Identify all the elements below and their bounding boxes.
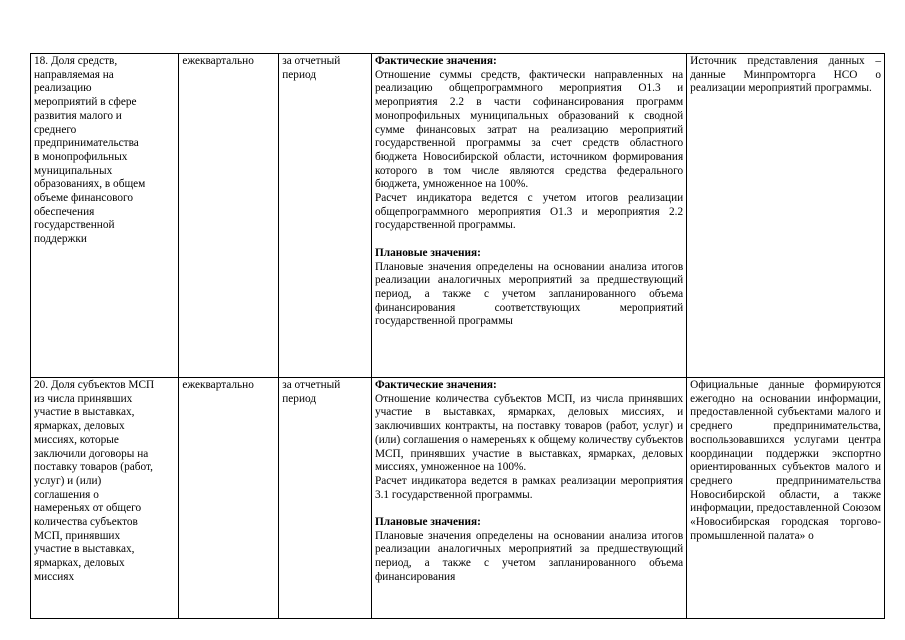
frequency-cell: ежеквартально <box>179 54 279 378</box>
source-cell: Источник представления данных – данные Минпромторга НСО о реализации мероприятий программы. <box>687 54 885 378</box>
actual-values-heading: Фактические значения: <box>374 379 497 391</box>
frequency-cell: ежеквартально <box>179 378 279 619</box>
method-cell <box>371 378 686 619</box>
planned-values-heading: Плановые значения: <box>374 246 481 259</box>
planned-values-text: Плановые значения определены на основании анализа итогов реализации аналогичных мероприятий за предшествующий период, а также с учетом запланированного объема финансирования <box>374 529 684 583</box>
method-cell <box>371 54 686 378</box>
indicators-table <box>30 53 885 619</box>
calculation-text: Расчет индикатора ведется в рамках реализации мероприятия 3.1 государственной программы. <box>374 474 684 501</box>
period-cell: за отчетный период <box>279 54 372 378</box>
planned-values-text: Плановые значения определены на основании анализа итогов реализации аналогичных мероприятий за предшествующий период, а также с учетом запланированного объема финансирования соответствующих мероприятий государственной программы <box>374 260 684 328</box>
table-row <box>31 378 885 619</box>
period-cell: за отчетный период <box>279 378 372 619</box>
table-row <box>31 54 885 378</box>
source-cell: Официальные данные формируются ежегодно на основании информации, предоставленной субъектами малого и среднего предпринимательства, воспользовавшихся услугами центра координации поддержки экспортно ориентированных субъектов малого и среднего предпринимательства Новосибирской области, а также информации, предоставленной Союзом «Новосибирская городская торгово-промышленной палата» о <box>687 378 885 619</box>
actual-values-text: Отношение суммы средств, фактически направленных на реализацию общепрограммного мероприятия О1.3 и мероприятия 2.2 в части софинансирования программ монопрофильных муниципальных образований к сводной сумме финансовых затрат на реализацию мероприятий государственной программы за счет средств областного бюджета Новосибирской области, источником формирования которого в том числе являются средства федерального бюджета, умноженное на 100%. <box>374 68 684 191</box>
indicator-name-cell: 20. Доля субъектов МСП из числа принявших участие в выставках, ярмарках, деловых миссиях, которые заключили договоры на поставку товаров (работ, услуг) и (или) соглашения о намереньях от общего количества субъектов МСП, принявших участие в выставках, ярмарках, деловых миссиях <box>31 378 179 619</box>
calculation-text: Расчет индикатора ведется с учетом итогов реализации общепрограммного мероприятия О1.3 и мероприятия 2.2 государственной программы. <box>374 192 684 232</box>
planned-values-heading: Плановые значения: <box>374 516 481 529</box>
indicator-name-cell: 18. Доля средств, направляемая на реализацию мероприятий в сфере развития малого и среднего предпринимательства в монопрофильных муниципальных образованиях, в общем объеме финансового обеспечения государственной поддержки <box>31 54 179 378</box>
actual-values-heading: Фактические значения: <box>374 55 497 67</box>
actual-values-text: Отношение количества субъектов МСП, из числа принявших участие в выставках, ярмарках, деловых миссиях, и заключивших контракты, на поставку товаров (работ, услуг) и (или) соглашения о намереньях к общему количеству субъектов МСП, принявших участие в выставках, ярмарках, деловых миссиях, умноженное на 100%. <box>374 392 684 474</box>
